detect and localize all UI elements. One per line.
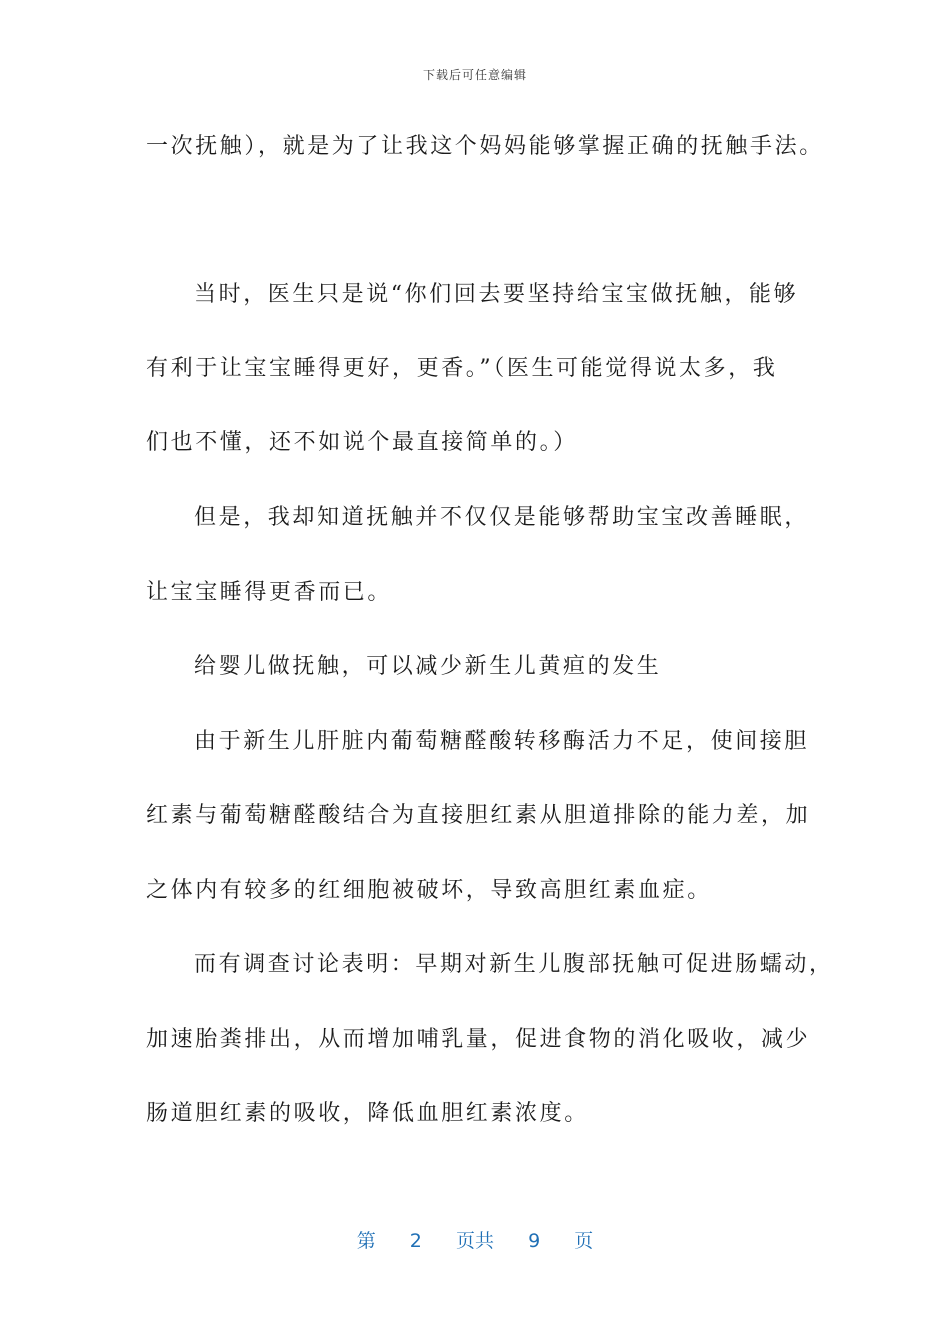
body-line-12: 加速胎粪排出，从而增加哺乳量，促进食物的消化吸收，减少 bbox=[146, 1027, 811, 1052]
section-heading: 给婴儿做抚触，可以减少新生儿黄疸的发生 bbox=[194, 654, 662, 679]
total-pages: 9 bbox=[528, 1230, 541, 1252]
body-line-1: 一次抚触），就是为了让我这个妈妈能够掌握正确的抚触手法。 bbox=[146, 134, 824, 159]
page-prefix: 第 bbox=[356, 1230, 376, 1252]
body-line-9: 红素与葡萄糖醛酸结合为直接胆红素从胆道排除的能力差，加 bbox=[146, 803, 811, 828]
page-number: 2 bbox=[409, 1230, 422, 1252]
page-footer bbox=[0, 1226, 950, 1253]
body-line-2: 当时，医生只是说“你们回去要坚持给宝宝做抚触，能够 bbox=[194, 282, 799, 307]
page-suffix: 页 bbox=[574, 1230, 594, 1252]
page-mid: 页共 bbox=[455, 1230, 494, 1252]
body-line-3: 有利于让宝宝睡得更好，更香。”（医生可能觉得说太多，我 bbox=[146, 356, 778, 381]
header-note: 下载后可任意编辑 bbox=[422, 68, 527, 82]
body-line-13: 肠道胆红素的吸收，降低血胆红素浓度。 bbox=[146, 1101, 589, 1126]
body-line-10: 之体内有较多的红细胞被破坏，导致高胆红素血症。 bbox=[146, 878, 712, 903]
body-line-4: 们也不懂，还不如说个最直接简单的。） bbox=[146, 430, 578, 455]
body-line-11: 而有调查讨论表明：早期对新生儿腹部抚触可促进肠蠕动， bbox=[194, 952, 834, 977]
body-line-5: 但是，我却知道抚触并不仅仅是能够帮助宝宝改善睡眠， bbox=[194, 505, 810, 530]
body-line-6: 让宝宝睡得更香而已。 bbox=[146, 580, 393, 605]
body-line-8: 由于新生儿肝脏内葡萄糖醛酸转移酶活力不足，使间接胆 bbox=[194, 729, 810, 754]
